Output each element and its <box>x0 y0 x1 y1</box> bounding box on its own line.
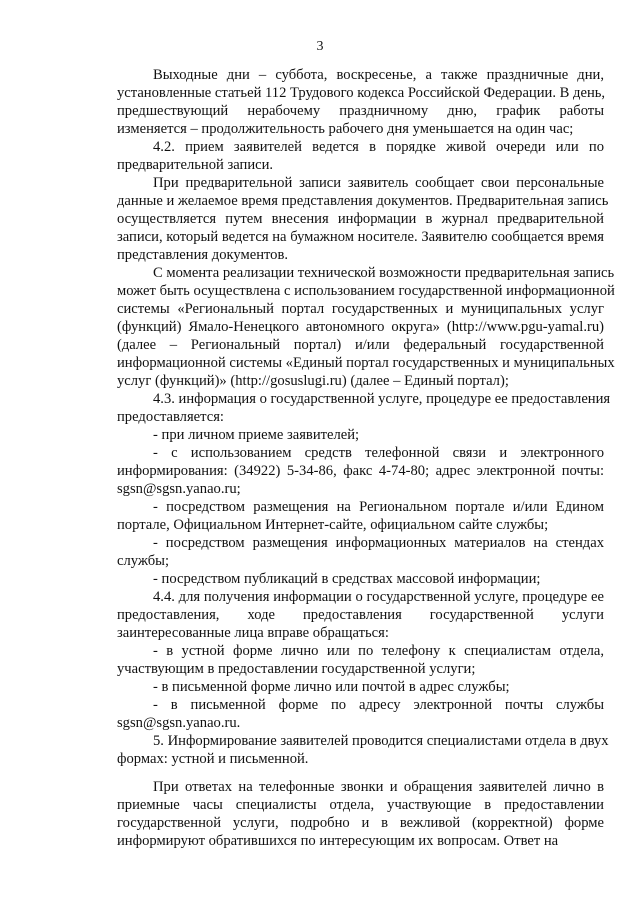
text-line: 4.4. для получения информации о государственной услуге, процедуре ее <box>153 589 604 605</box>
text-line: службы; <box>117 553 170 569</box>
text-line: - в устной форме лично или по телефону к специалистам отдела, <box>153 643 604 659</box>
text-line: предоставления, ходе предоставления государственной услуги <box>117 607 604 623</box>
paragraph <box>117 534 604 570</box>
paragraph <box>117 732 609 768</box>
paragraph <box>117 390 611 426</box>
text-line: предшествующий нерабочему праздничному дню, график работы <box>117 103 604 119</box>
text-line: - в письменной форме лично или почтой в адрес службы; <box>153 679 510 695</box>
text-line: приемные часы специалисты отдела, участвующие в предоставлении <box>117 797 604 813</box>
text-line: участвующим в предоставлении государственной услуги; <box>117 661 476 677</box>
text-line: системы «Региональный портал государственных и муниципальных услуг <box>117 301 604 317</box>
text-line: - с использованием средств телефонной связи и электронного <box>153 445 604 461</box>
text-line: изменяется – продолжительность рабочего дня уменьшается на один час; <box>117 121 574 137</box>
text-line: - в письменной форме по адресу электронной почты службы <box>153 697 604 713</box>
text-line: услуг (функций)» (http://gosuslugi.ru) (далее – Единый портал); <box>117 373 509 389</box>
paragraph <box>117 778 604 850</box>
text-line: С момента реализации технической возможности предварительная запись <box>153 265 615 281</box>
paragraph <box>117 696 604 732</box>
text-line: - при личном приеме заявителей; <box>153 427 360 443</box>
text-line: заинтересованные лица вправе обращаться: <box>117 625 389 641</box>
text-line: записи, который ведется на бумажном носителе. Заявителю сообщается время <box>117 229 604 245</box>
paragraph <box>117 588 604 642</box>
text-line: может быть осуществлена с использованием государственной информационной <box>117 283 615 299</box>
text-line: формах: устной и письменной. <box>117 751 309 767</box>
paragraph <box>117 642 604 678</box>
paragraph <box>117 174 609 264</box>
text-line: данные и желаемое время представления документов. Предварительная запись <box>117 193 609 209</box>
paragraph <box>117 498 604 534</box>
text-line: информирования: (34922) 5-34-86, факс 4-74-80; адрес электронной почты: <box>117 463 604 479</box>
text-line: - посредством размещения информационных материалов на стендах <box>153 535 604 551</box>
text-line: sgsn@sgsn.yanao.ru. <box>117 715 241 731</box>
paragraph <box>117 138 604 174</box>
text-line: sgsn@sgsn.yanao.ru; <box>117 481 241 497</box>
text-line: 4.3. информация о государственной услуге, процедуре ее предоставления <box>153 391 611 407</box>
text-line: (функций) Ямало-Ненецкого автономного округа» (http://www.pgu-yamal.ru) <box>117 319 604 335</box>
text-line: 5. Информирование заявителей проводится специалистами отдела в двух <box>153 733 609 749</box>
text-line: При предварительной записи заявитель сообщает свои персональные <box>153 175 604 191</box>
text-line: осуществляется путем внесения информации в журнал предварительной <box>117 211 604 227</box>
paragraph <box>117 66 604 138</box>
text-line: 4.2. прием заявителей ведется в порядке живой очереди или по <box>153 139 604 155</box>
paragraph <box>117 426 604 444</box>
text-line: представления документов. <box>117 247 289 263</box>
paragraph <box>117 678 604 696</box>
page-number: 3 <box>316 39 324 54</box>
text-line: информационной системы «Единый портал государственных и муниципальных <box>117 355 615 371</box>
paragraph <box>117 570 604 588</box>
text-line: информируют обратившихся по интересующим их вопросам. Ответ на <box>117 833 559 849</box>
document-body <box>117 66 615 850</box>
text-line: - посредством публикаций в средствах массовой информации; <box>153 571 541 587</box>
text-line: При ответах на телефонные звонки и обращения заявителей лично в <box>153 779 604 795</box>
text-line: государственной услуги, подробно и в вежливой (корректной) форме <box>117 815 604 831</box>
text-line: (далее – Региональный портал) и/или федеральный государственной <box>117 337 604 353</box>
text-line: портале, Официальном Интернет-сайте, официальном сайте службы; <box>117 517 549 533</box>
text-line: - посредством размещения на Региональном портале и/или Едином <box>153 499 604 515</box>
text-line: предварительной записи. <box>117 157 274 173</box>
text-line: предоставляется: <box>117 409 224 425</box>
text-line: установленные статьей 112 Трудового кодекса Российской Федерации. В день, <box>117 85 606 101</box>
paragraph <box>117 264 615 390</box>
text-line: Выходные дни – суббота, воскресенье, а также праздничные дни, <box>153 67 604 83</box>
paragraph <box>117 444 604 498</box>
